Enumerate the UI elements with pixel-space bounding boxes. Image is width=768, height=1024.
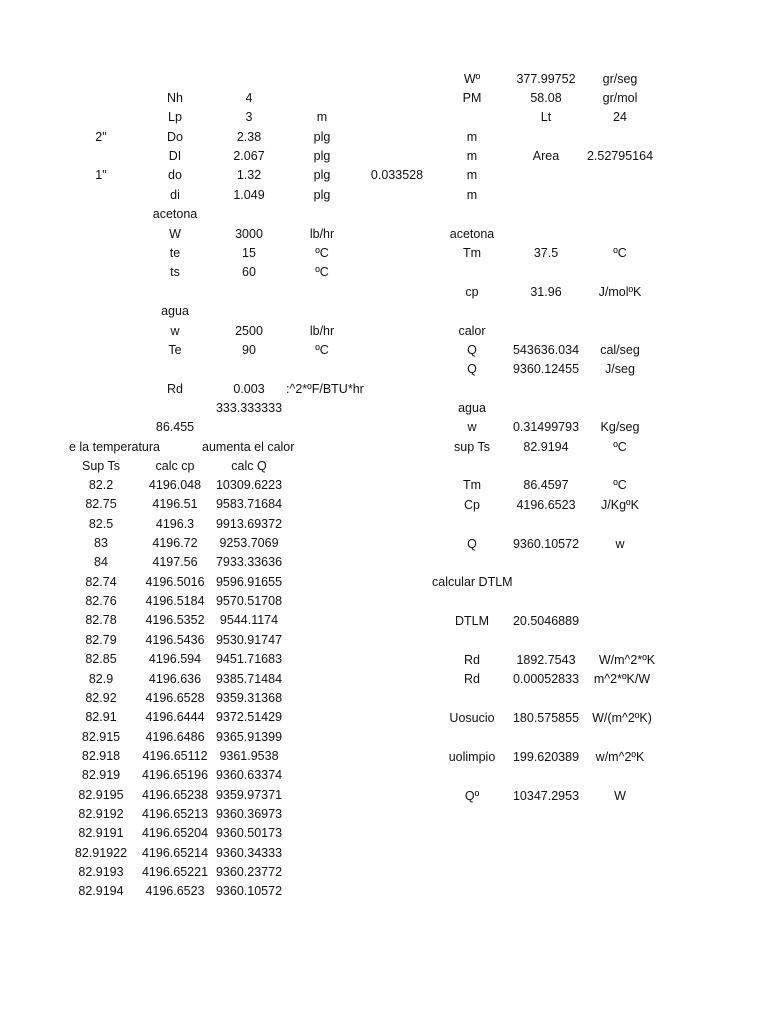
te-label: te bbox=[169, 246, 181, 260]
table-cell-sup-ts: 82.2 bbox=[88, 478, 114, 492]
table-cell-calc-q: 9451.71683 bbox=[215, 652, 283, 666]
ts-label: ts bbox=[170, 265, 180, 279]
right-acetona-title: acetona bbox=[449, 227, 495, 241]
cp-label: cp bbox=[465, 285, 479, 299]
table-cell-sup-ts: 82.918 bbox=[81, 749, 121, 763]
Qo-value: 10347.2953 bbox=[512, 789, 580, 803]
nh-label: Nh bbox=[167, 91, 183, 105]
PM-label: PM bbox=[462, 91, 482, 105]
Tm2-unit: ºC bbox=[613, 478, 627, 492]
Q3-value: 9360.10572 bbox=[512, 537, 580, 551]
table-cell-sup-ts: 82.9 bbox=[88, 672, 114, 686]
agua-title: agua bbox=[161, 304, 189, 318]
Q2-value: 9360.12455 bbox=[512, 362, 580, 376]
table-header-calc-q: calc Q bbox=[231, 459, 267, 473]
right-w-label: w bbox=[467, 420, 477, 434]
Rd2-label: Rd bbox=[464, 672, 480, 686]
table-cell-calc-q: 10309.6223 bbox=[215, 478, 283, 492]
do-label: Do bbox=[167, 130, 183, 144]
table-cell-calc-q: 9570.51708 bbox=[215, 594, 283, 608]
lp-label: Lp bbox=[168, 110, 182, 124]
table-cell-sup-ts: 82.91922 bbox=[74, 846, 128, 860]
di-lower-unit: plg bbox=[313, 188, 331, 202]
table-cell-calc-cp: 4197.56 bbox=[152, 555, 198, 569]
DTLM-label: DTLM bbox=[454, 614, 490, 628]
table-cell-calc-q: 9360.63374 bbox=[215, 768, 283, 782]
area-label: Area bbox=[532, 149, 560, 163]
table-cell-sup-ts: 82.79 bbox=[85, 633, 117, 647]
table-header-calc-cp: calc cp bbox=[155, 459, 195, 473]
note-temperatura: e la temperatura bbox=[68, 440, 160, 454]
table-cell-calc-q: 9596.91655 bbox=[215, 575, 283, 589]
table-cell-calc-cp: 4196.65214 bbox=[141, 846, 209, 860]
right-agua-title: agua bbox=[458, 401, 486, 415]
table-cell-sup-ts: 82.9194 bbox=[78, 884, 124, 898]
table-cell-calc-q: 9360.10572 bbox=[215, 884, 283, 898]
Q1-value: 543636.034 bbox=[512, 343, 580, 357]
ts-unit: ºC bbox=[315, 265, 329, 279]
table-cell-sup-ts: 82.9195 bbox=[78, 788, 124, 802]
nh-value: 4 bbox=[245, 91, 253, 105]
W-unit: lb/hr bbox=[309, 227, 335, 241]
table-cell-calc-q: 9360.50173 bbox=[215, 826, 283, 840]
table-cell-calc-cp: 4196.6444 bbox=[145, 710, 205, 724]
table-cell-calc-cp: 4196.65196 bbox=[141, 768, 209, 782]
m-unit-2: m bbox=[466, 149, 478, 163]
m-unit-1: m bbox=[466, 130, 478, 144]
Te-value: 90 bbox=[242, 343, 256, 357]
Wo-unit: gr/seg bbox=[602, 72, 638, 86]
Wo-value: 377.99752 bbox=[516, 72, 576, 86]
table-cell-calc-cp: 4196.65221 bbox=[141, 865, 209, 879]
m-unit-4: m bbox=[466, 188, 478, 202]
Te-label: Te bbox=[168, 343, 182, 357]
table-cell-calc-cp: 4196.6528 bbox=[145, 691, 205, 705]
di-upper-label: DI bbox=[168, 149, 182, 163]
do-prefix: 2" bbox=[95, 130, 107, 144]
table-header-sup-ts: Sup Ts bbox=[82, 459, 120, 473]
Tm-value: 37.5 bbox=[533, 246, 559, 260]
te-unit: ºC bbox=[315, 246, 329, 260]
table-cell-sup-ts: 82.91 bbox=[85, 710, 117, 724]
table-cell-sup-ts: 82.915 bbox=[81, 730, 121, 744]
ts-value: 60 bbox=[242, 265, 256, 279]
dtlm-title: calcular DTLM bbox=[432, 575, 513, 589]
table-cell-calc-cp: 4196.51 bbox=[152, 497, 198, 511]
supTs-label: sup Ts bbox=[454, 440, 490, 454]
table-cell-calc-cp: 4196.65112 bbox=[142, 749, 208, 763]
table-cell-calc-cp: 4196.6523 bbox=[145, 884, 205, 898]
supTs-value: 82.9194 bbox=[523, 440, 569, 454]
Q3-label: Q bbox=[467, 537, 477, 551]
di-lower-value: 1.049 bbox=[233, 188, 265, 202]
uolimpio-unit: w/m^2ºK bbox=[595, 750, 645, 764]
table-cell-calc-q: 9361.9538 bbox=[219, 749, 279, 763]
table-cell-sup-ts: 82.919 bbox=[81, 768, 121, 782]
note-calor: aumenta el calor bbox=[202, 440, 295, 454]
table-cell-sup-ts: 84 bbox=[94, 555, 108, 569]
table-cell-calc-q: 9360.34333 bbox=[215, 846, 283, 860]
table-cell-sup-ts: 82.92 bbox=[85, 691, 117, 705]
Cp-unit: J/KgºK bbox=[601, 498, 639, 512]
table-cell-sup-ts: 82.9192 bbox=[78, 807, 124, 821]
di-upper-unit: plg bbox=[313, 149, 331, 163]
do-lower-extra: 0.033528 bbox=[370, 168, 424, 182]
table-cell-sup-ts: 82.9193 bbox=[78, 865, 124, 879]
table-cell-calc-cp: 4196.6486 bbox=[145, 730, 205, 744]
lp-value: 3 bbox=[245, 110, 253, 124]
note-temperatura-cell bbox=[0, 438, 160, 457]
do-lower-label: do bbox=[168, 168, 182, 182]
value-86: 86.455 bbox=[155, 420, 195, 434]
Qo-label: Qº bbox=[464, 789, 480, 803]
te-value: 15 bbox=[242, 246, 256, 260]
uolimpio-label: uolimpio bbox=[448, 750, 496, 764]
table-cell-calc-q: 9360.36973 bbox=[215, 807, 283, 821]
cp-unit: J/molºK bbox=[598, 285, 642, 299]
Cp-value: 4196.6523 bbox=[516, 498, 576, 512]
table-cell-sup-ts: 82.75 bbox=[85, 497, 117, 511]
table-cell-calc-q: 9360.23772 bbox=[215, 865, 283, 879]
table-cell-calc-q: 9372.51429 bbox=[215, 710, 283, 724]
table-cell-calc-q: 9359.31368 bbox=[215, 691, 283, 705]
table-cell-calc-cp: 4196.72 bbox=[152, 536, 198, 550]
do-lower-unit: plg bbox=[313, 168, 331, 182]
Rd-unit: :^2*ºF/BTU*hr bbox=[286, 382, 364, 396]
right-w-unit: Kg/seg bbox=[600, 420, 640, 434]
m-unit-3: m bbox=[466, 168, 478, 182]
Rd1-value: 1892.7543 bbox=[516, 653, 576, 667]
W-value: 3000 bbox=[235, 227, 263, 241]
table-cell-calc-cp: 4196.65213 bbox=[141, 807, 209, 821]
table-cell-calc-cp: 4196.636 bbox=[148, 672, 202, 686]
table-cell-calc-cp: 4196.5184 bbox=[145, 594, 205, 608]
W-label: W bbox=[169, 227, 181, 241]
area-value: 2.52795164 bbox=[586, 149, 654, 163]
table-cell-calc-q: 9253.7069 bbox=[219, 536, 279, 550]
Tm2-label: Tm bbox=[462, 478, 482, 492]
PM-unit: gr/mol bbox=[602, 91, 638, 105]
supTs-unit: ºC bbox=[613, 440, 627, 454]
uolimpio-value: 199.620389 bbox=[512, 750, 580, 764]
table-cell-calc-q: 9583.71684 bbox=[215, 497, 283, 511]
acetona-title: acetona bbox=[152, 207, 198, 221]
Q2-unit: J/seg bbox=[605, 362, 635, 376]
di-lower-label: di bbox=[170, 188, 180, 202]
Rd-value: 0.003 bbox=[233, 382, 265, 396]
Lt-value: 24 bbox=[613, 110, 627, 124]
Tm-label: Tm bbox=[462, 246, 482, 260]
table-cell-calc-cp: 4196.65238 bbox=[141, 788, 209, 802]
Wo-label: Wº bbox=[463, 72, 481, 86]
DTLM-value: 20.5046889 bbox=[512, 614, 580, 628]
value-333: 333.333333 bbox=[215, 401, 283, 415]
cp-value: 31.96 bbox=[530, 285, 562, 299]
Q3-unit: w bbox=[615, 537, 625, 551]
table-cell-calc-cp: 4196.65204 bbox=[141, 826, 209, 840]
table-cell-calc-cp: 4196.5436 bbox=[145, 633, 205, 647]
w-unit: lb/hr bbox=[309, 324, 335, 338]
PM-value: 58.08 bbox=[530, 91, 562, 105]
Uosucio-label: Uosucio bbox=[449, 711, 495, 725]
table-cell-calc-cp: 4196.594 bbox=[148, 652, 202, 666]
Uosucio-unit: W/(m^2ºK) bbox=[592, 711, 652, 725]
do-lower-value: 1.32 bbox=[236, 168, 262, 182]
lp-unit: m bbox=[316, 110, 328, 124]
table-cell-sup-ts: 83 bbox=[94, 536, 108, 550]
Q1-label: Q bbox=[467, 343, 477, 357]
table-cell-calc-q: 9913.69372 bbox=[215, 517, 283, 531]
Rd2-unit: m^2*ºK/W bbox=[593, 672, 651, 686]
Qo-unit: W bbox=[614, 789, 626, 803]
calor-title: calor bbox=[458, 324, 486, 338]
Q2-label: Q bbox=[467, 362, 477, 376]
do-lower-prefix: 1" bbox=[95, 168, 107, 182]
Te-unit: ºC bbox=[315, 343, 329, 357]
table-cell-calc-q: 9530.91747 bbox=[215, 633, 283, 647]
Rd-label: Rd bbox=[167, 382, 183, 396]
Tm2-value: 86.4597 bbox=[523, 478, 569, 492]
Rd1-unit: W/m^2*ºK bbox=[598, 653, 656, 667]
table-cell-sup-ts: 82.85 bbox=[85, 652, 117, 666]
table-cell-calc-q: 7933.33636 bbox=[215, 555, 283, 569]
table-cell-calc-q: 9544.1174 bbox=[219, 613, 279, 627]
table-cell-calc-q: 9385.71484 bbox=[215, 672, 283, 686]
do-unit: plg bbox=[313, 130, 331, 144]
di-upper-value: 2.067 bbox=[233, 149, 265, 163]
Rd2-value: 0.00052833 bbox=[512, 672, 580, 686]
table-cell-sup-ts: 82.78 bbox=[85, 613, 117, 627]
w-value: 2500 bbox=[235, 324, 263, 338]
table-cell-calc-cp: 4196.5352 bbox=[145, 613, 205, 627]
Rd1-label: Rd bbox=[464, 653, 480, 667]
table-cell-sup-ts: 82.76 bbox=[85, 594, 117, 608]
table-cell-calc-cp: 4196.5016 bbox=[145, 575, 205, 589]
Cp-label: Cp bbox=[464, 498, 480, 512]
table-cell-sup-ts: 82.5 bbox=[88, 517, 114, 531]
Lt-label: Lt bbox=[540, 110, 552, 124]
right-w-value: 0.31499793 bbox=[512, 420, 580, 434]
w-label: w bbox=[170, 324, 180, 338]
table-cell-calc-cp: 4196.3 bbox=[155, 517, 195, 531]
table-cell-calc-q: 9359.97371 bbox=[215, 788, 283, 802]
Tm-unit: ºC bbox=[613, 246, 627, 260]
Q1-unit: cal/seg bbox=[600, 343, 640, 357]
table-cell-sup-ts: 82.9191 bbox=[78, 826, 124, 840]
Uosucio-value: 180.575855 bbox=[512, 711, 580, 725]
do-value: 2.38 bbox=[236, 130, 262, 144]
table-cell-calc-cp: 4196.048 bbox=[148, 478, 202, 492]
table-cell-sup-ts: 82.74 bbox=[85, 575, 117, 589]
table-cell-calc-q: 9365.91399 bbox=[215, 730, 283, 744]
